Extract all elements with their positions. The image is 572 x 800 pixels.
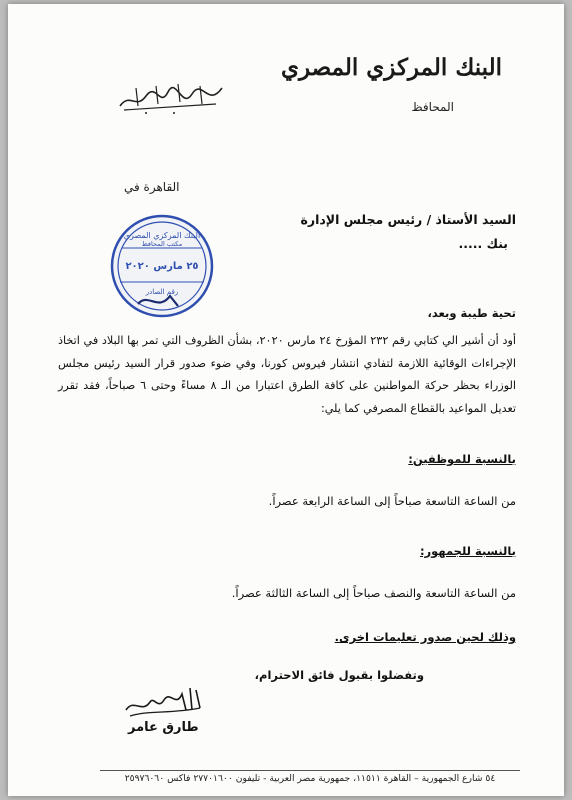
until-notice: وذلك لحين صدور تعليمات اخرى. <box>334 630 516 644</box>
public-hours: من الساعة التاسعة والنصف صباحاً إلى الساعة الثالثة عصراً. <box>231 586 516 600</box>
bank-name-logo: البنك المركزي المصري <box>280 54 502 81</box>
letter-page <box>8 4 564 796</box>
greeting: تحية طيبة وبعد، <box>427 306 516 320</box>
footer-address: ٥٤ شارع الجمهورية – القاهرة ١١٥١١، جمهورية مصر العربية - تليفون ٢٧٧٠١٦٠٠ فاكس ٢٥٩٧٦٠٦٠ <box>124 773 496 784</box>
signatory-name: طارق عامر <box>128 720 199 735</box>
place-date-label: القاهرة في <box>124 180 180 194</box>
recipient-bank: بنك ..... <box>458 236 508 251</box>
svg-text:البنك المركزي المصري: البنك المركزي المصري <box>123 231 201 240</box>
svg-text:رقم الصادر: رقم الصادر <box>145 288 179 296</box>
basmala-calligraphy <box>116 80 226 116</box>
body-paragraph: أود أن أشير الي كتابي رقم ٢٣٢ المؤرخ ٢٤ مارس ٢٠٢٠، بشأن الظروف التي تمر بها البلاد في اتخاذ الإجراءات الوقائية اللازمة لتفادي انتشار فيروس كورنا، وفي ضوء صدور قرار السيد رئيس مجلس الوزراء بحظر حركة المواطنين على كافة الطرق اعتبارا من الـ ٨ مساءً وحتى ٦ صباحاً، فقد تقرر تعديل المواعيد بالقطاع المصرفي كما يلي: <box>58 334 516 415</box>
footer-divider <box>100 770 520 771</box>
official-stamp <box>108 212 216 320</box>
recipient-title: السيد الأستاذ / رئيس مجلس الإدارة <box>300 212 516 227</box>
svg-text:مكتب المحافظ: مكتب المحافظ <box>141 240 183 248</box>
governor-title: المحافظ <box>411 100 454 114</box>
svg-text:٢٥ مارس ٢٠٢٠: ٢٥ مارس ٢٠٢٠ <box>125 261 199 272</box>
closing-line: وتفضلوا بقبول فائق الاحترام، <box>254 668 424 682</box>
employees-hours: من الساعة التاسعة صباحاً إلى الساعة الرابعة عصراً. <box>268 494 516 508</box>
public-heading: بالنسبة للجمهور: <box>419 544 516 558</box>
employees-heading: بالنسبة للموظفين: <box>408 452 516 466</box>
